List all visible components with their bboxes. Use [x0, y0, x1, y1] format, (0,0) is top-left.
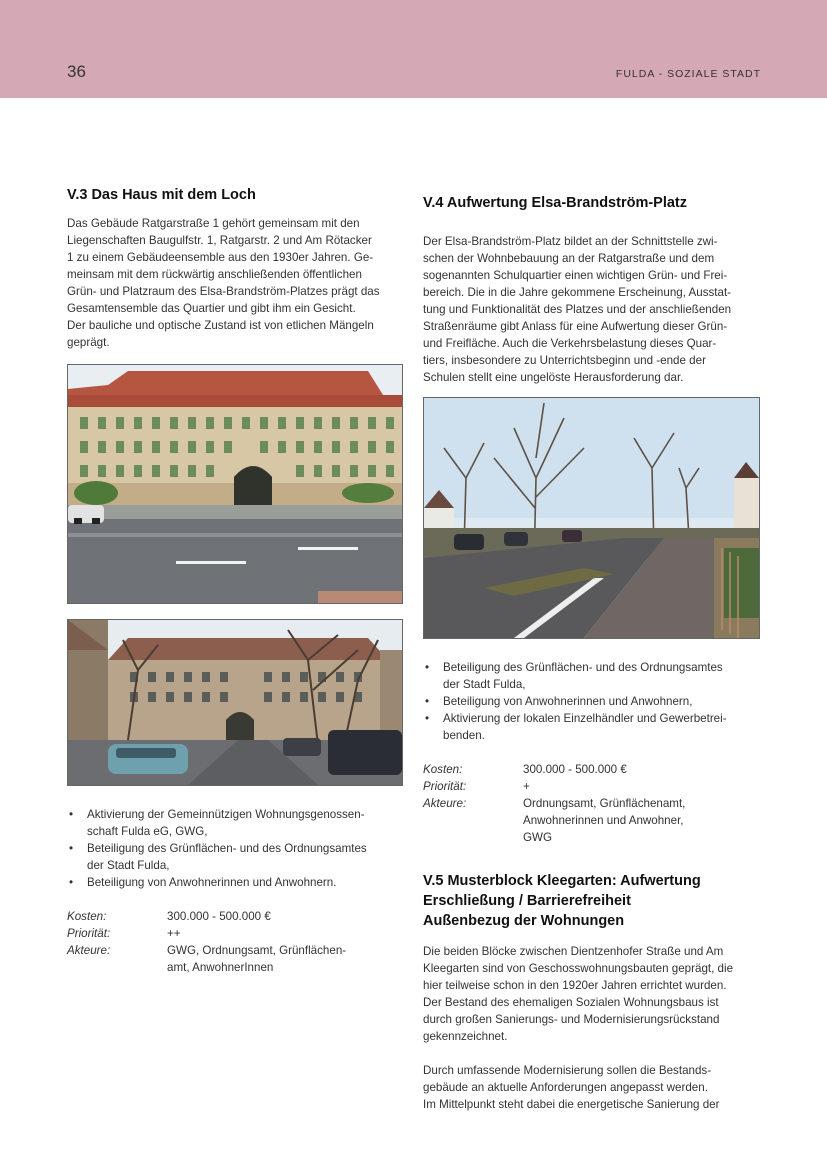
list-item: • Beteiligung von Anwohnerinnen und Anwohnern,	[425, 695, 693, 708]
running-title: FULDA - SOZIALE STADT	[615, 68, 761, 80]
heading-v3: V.3 Das Haus mit dem Loch	[67, 187, 256, 203]
facts-v4: Kosten: 300.000 - 500.000 € Priorität: + Akteure: Ordnungsamt, Grünflächenamt, Anwohnerinnen und Anwohner, GWG	[423, 763, 686, 844]
photo-courtyard-street	[67, 619, 403, 786]
bullet-list-v4	[423, 659, 760, 744]
photo-elsa-brandstroem-platz	[423, 397, 760, 639]
heading-v4: V.4 Aufwertung Elsa-Brandström-Platz	[423, 195, 688, 211]
paragraph-v5a: Die beiden Blöcke zwischen Dientzenhofer Straße und Am Kleegarten sind von Geschosswohnungsbauten geprägt, die hier teilweise schon in den 1920er Jahren errichtet wurden. Der Bestand des ehemaligen Sozialen Wohnungsbaus ist durch großen Sanierungs- und Modernisierungsrückstand gekennzeichnet.	[423, 945, 734, 1043]
photo-ratgarstrasse-building	[67, 364, 403, 604]
bullet-list-v3	[67, 806, 403, 891]
paragraph-v4: Der Elsa-Brandström-Platz bildet an der Schnittstelle zwi- schen der Wohnbebauung an der Ratgarstraße und dem sogenannten Schulquartier einen wichtigen Grün- und Frei- bereich. Die in die Jahre gekommene Erscheinung, Ausstat- tung und Funktionalität des Platzes und der anschließenden Straßenräume gibt Anlass für eine Aufwertung dieser Grün- und Freifläche. Auch die Verkehrsbelastung dieses Quar- tiers, insbesondere zu Unterrichtsbeginn und -ende der Schulen stellt eine ungelöste Herausforderung dar.	[423, 235, 732, 384]
list-item: • Aktivierung der lokalen Einzelhändler und Gewerbetrei- benden.	[425, 712, 727, 742]
list-item: • Beteiligung des Grünflächen- und des Ordnungsamtes der Stadt Fulda,	[425, 661, 723, 691]
left-column	[67, 185, 403, 976]
paragraph-v5b: Durch umfassende Modernisierung sollen die Bestands- gebäude an aktuelle Anforderungen angepasst werden. Im Mittelpunkt steht dabei die energetische Sanierung der	[423, 1064, 720, 1111]
list-item: • Beteiligung des Grünflächen- und des Ordnungsamtes der Stadt Fulda,	[69, 842, 367, 872]
paragraph-v3: Das Gebäude Ratgarstraße 1 gehört gemeinsam mit den Liegenschaften Baugulfstr. 1, Ratgarstr. 2 und Am Rötacker 1 zu einem Gebäudeensemble aus den 1930er Jahren. Ge- meinsam mit dem rückwärtig anschließenden öffentlichen Grün- und Platzraum des Elsa-Brandström-Platzes prägt das Gesamtensemble das Quartier und gibt ihm ein Gesicht. Der bauliche und optische Zustand ist von etlichen Mängeln geprägt.	[67, 217, 380, 349]
list-item: • Aktivierung der Gemeinnützigen Wohnungsgenossen- schaft Fulda eG, GWG,	[69, 808, 365, 838]
heading-v5: V.5 Musterblock Kleegarten: Aufwertung Erschließung / Barrierefreiheit Außenbezug der Wohnungen	[423, 873, 701, 929]
facts-v3: Kosten: 300.000 - 500.000 € Priorität: ++ Akteure: GWG, Ordnungsamt, Grünflächen- amt, AnwohnerInnen	[67, 910, 347, 974]
header-band	[0, 0, 827, 98]
page-number: 36	[67, 62, 86, 81]
list-item: • Beteiligung von Anwohnerinnen und Anwohnern.	[69, 876, 337, 889]
right-column	[423, 193, 760, 1113]
